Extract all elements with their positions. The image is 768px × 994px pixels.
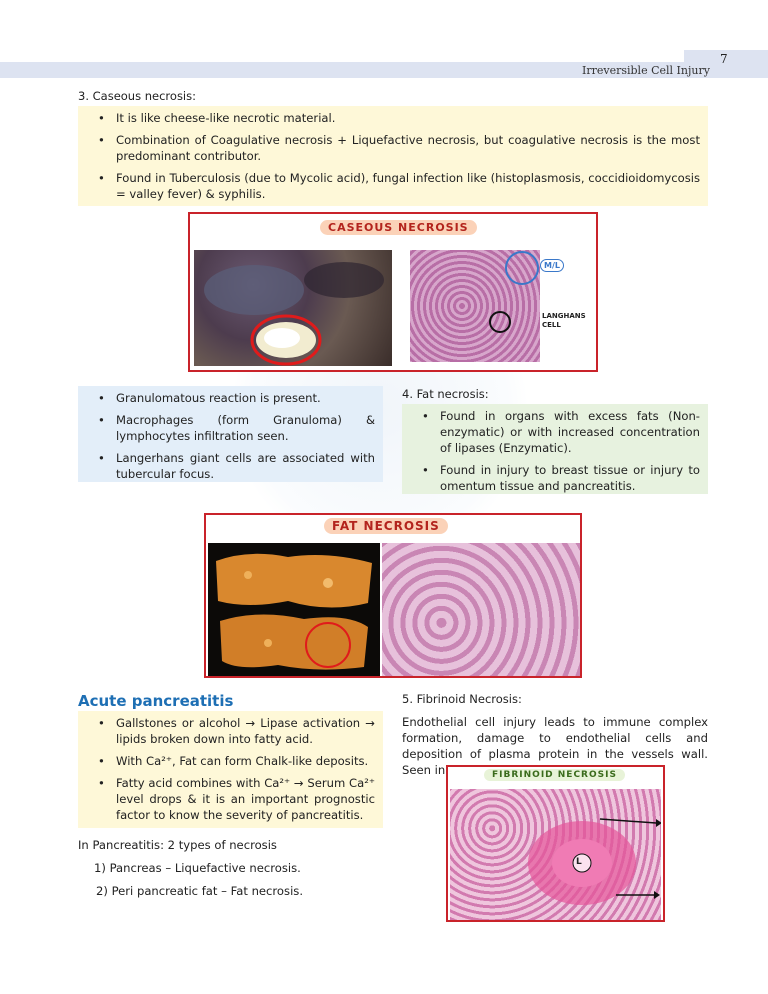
pancreatitis-type: 2) Peri pancreatic fat – Fat necrosis. xyxy=(96,884,304,898)
caseous-gross-svg xyxy=(194,250,392,366)
caseous-note: • Langerhans giant cells are associated with tubercular focus. xyxy=(84,450,375,482)
acute-bullet: • Gallstones or alcohol → Lipase activation → lipids broken down into fatty acid. xyxy=(84,715,375,747)
fibrinoid-heading: 5. Fibrinoid Necrosis: xyxy=(402,692,522,706)
acute-box xyxy=(78,711,383,828)
caseous-note: • Granulomatous reaction is present. xyxy=(84,390,375,406)
caseous-bullet: • Combination of Coagulative necrosis + Liquefactive necrosis, but coagulative necrosis is the most predominant contributor. xyxy=(84,132,700,164)
fibrinoid-micrograph xyxy=(450,789,661,920)
page-number: 7 xyxy=(720,52,728,66)
acute-pancreatitis-title: Acute pancreatitis xyxy=(78,692,234,710)
fibrinoid-figure xyxy=(446,765,665,922)
fat-micrograph xyxy=(382,543,580,676)
caseous-heading: 3. Caseous necrosis: xyxy=(78,89,196,103)
fat-gross-svg xyxy=(208,543,380,676)
pancreatitis-types-intro: In Pancreatitis: 2 types of necrosis xyxy=(78,838,277,852)
running-title: Irreversible Cell Injury xyxy=(582,64,710,77)
fibrinoid-figure-title: FIBRINOID NECROSIS xyxy=(484,769,625,781)
caseous-gross-image xyxy=(194,250,392,366)
fibrinoid-text: Endothelial cell injury leads to immune complex formation, damage to endothelial cells and deposition of plasma protein in the vessels wall. Seen in xyxy=(402,715,708,777)
caseous-box xyxy=(78,106,708,206)
ml-label: M/L xyxy=(540,259,564,272)
fat-bullet: • Found in injury to breast tissue or injury to omentum tissue and pancreatitis. xyxy=(408,462,700,494)
caseous-micrograph xyxy=(410,250,540,362)
acute-bullet: • With Ca²⁺, Fat can form Chalk-like deposits. xyxy=(84,753,375,769)
fat-bullet: • Found in organs with excess fats (Non-enzymatic) or with increased concentration of lipases (Enzymatic). xyxy=(408,408,700,456)
caseous-figure-title: CASEOUS NECROSIS xyxy=(320,220,477,235)
fibrinoid-svg xyxy=(450,789,661,920)
fat-figure-title: FAT NECROSIS xyxy=(324,518,448,534)
caseous-micro-svg xyxy=(410,250,540,362)
lumen-label: L xyxy=(576,857,582,867)
pancreatitis-type: 1) Pancreas – Liquefactive necrosis. xyxy=(94,861,301,875)
fat-gross-image xyxy=(208,543,380,676)
fat-figure xyxy=(204,513,582,678)
langhans-label: LANGHANS CELL xyxy=(542,312,586,329)
fat-box xyxy=(402,404,708,494)
caseous-figure xyxy=(188,212,598,372)
caseous-bullet: • Found in Tuberculosis (due to Mycolic acid), fungal infection like (histoplasmosis, coccidioidomycosis = valley fever) & syphilis. xyxy=(84,170,700,202)
caseous-note: • Macrophages (form Granuloma) & lymphocytes infiltration seen. xyxy=(84,412,375,444)
fat-heading: 4. Fat necrosis: xyxy=(402,387,489,401)
caseous-notes-box xyxy=(78,386,383,482)
acute-bullet: • Fatty acid combines with Ca²⁺ → Serum Ca²⁺ level drops & it is an important prognostic factor to know the severity of pancreatitis. xyxy=(84,775,375,823)
caseous-bullet: • It is like cheese-like necrotic material. xyxy=(84,110,700,126)
